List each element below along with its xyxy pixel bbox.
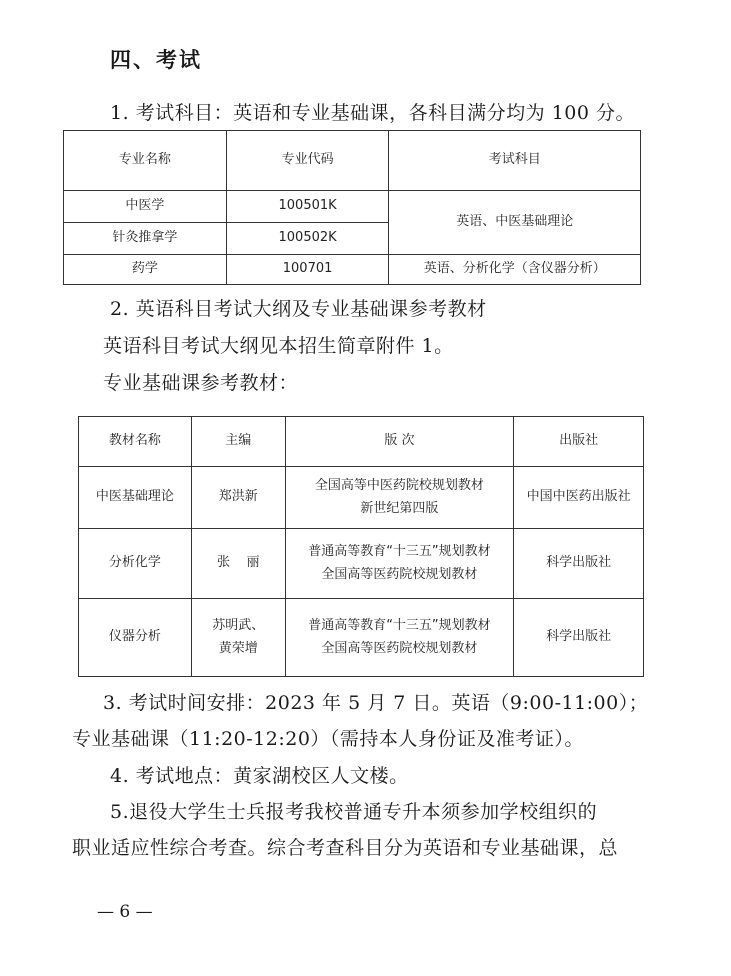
table-cell: 中医学 — [64, 191, 227, 223]
table-cell: 科学出版社 — [514, 529, 644, 599]
editor-line: 苏明武、 — [212, 617, 265, 633]
table-header: 出版社 — [514, 417, 644, 467]
table-header: 教材名称 — [79, 417, 192, 467]
veteran-note-line: 5.退役大学生士兵报考我校普通专升本须参加学校组织的 — [110, 801, 598, 823]
table-cell: 中医基础理论 — [79, 467, 192, 529]
table-header: 专业代码 — [226, 131, 389, 191]
table-cell: 张 丽 — [191, 529, 285, 599]
exam-time-line: 3. 考试时间安排：2023 年 5 月 7 日。英语（9:00-11:00）； — [103, 692, 649, 714]
table-cell: 100701 — [226, 255, 389, 285]
exam-time-line: 专业基础课（11:20-12:20）（需持本人身份证及准考证）。 — [72, 728, 584, 750]
edition-line: 普通高等教育“十三五”规划教材 — [308, 617, 491, 633]
table-cell: 药学 — [64, 255, 227, 285]
textbook-line: 专业基础课参考教材： — [103, 372, 299, 394]
textbook-table — [78, 416, 644, 677]
table-cell: 分析化学 — [79, 529, 192, 599]
table-cell: 英语、分析化学（含仪器分析） — [389, 255, 641, 285]
veteran-note-line: 职业适应性综合考查。综合考查科目分为英语和专业基础课，总 — [72, 837, 619, 859]
table-cell — [191, 599, 285, 677]
syllabus-line: 英语科目考试大纲见本招生简章附件 1。 — [103, 335, 454, 357]
editor-line: 黄荣增 — [218, 640, 258, 656]
edition-line: 新世纪第四版 — [360, 500, 439, 516]
table-header: 版 次 — [285, 417, 514, 467]
table-cell — [285, 467, 514, 529]
table-cell: 100502K — [226, 223, 389, 255]
major-subject-table — [63, 130, 641, 285]
table-cell — [285, 599, 514, 677]
table-cell: 科学出版社 — [514, 599, 644, 677]
section-title: 四、考试 — [110, 47, 202, 72]
edition-line: 全国高等中医药院校规划教材 — [314, 477, 484, 493]
exam-location-line: 4. 考试地点：黄家湖校区人文楼。 — [110, 765, 409, 787]
page-number: — 6 — — [97, 902, 153, 922]
table-cell: 针灸推拿学 — [64, 223, 227, 255]
edition-line: 全国高等医药院校规划教材 — [321, 566, 478, 582]
table-cell — [285, 529, 514, 599]
edition-line: 普通高等教育“十三五”规划教材 — [308, 543, 491, 559]
table-header: 主编 — [191, 417, 285, 467]
syllabus-heading: 2. 英语科目考试大纲及专业基础课参考教材 — [110, 298, 487, 320]
table-cell: 英语、中医基础理论 — [389, 191, 641, 255]
edition-line: 全国高等医药院校规划教材 — [321, 640, 478, 656]
exam-subjects-paragraph: 1. 考试科目：英语和专业基础课，各科目满分均为 100 分。 — [110, 102, 636, 124]
table-cell: 仪器分析 — [79, 599, 192, 677]
table-cell: 100501K — [226, 191, 389, 223]
table-header: 专业名称 — [64, 131, 227, 191]
table-cell: 中国中医药出版社 — [514, 467, 644, 529]
table-cell: 郑洪新 — [191, 467, 285, 529]
table-header: 考试科目 — [389, 131, 641, 191]
